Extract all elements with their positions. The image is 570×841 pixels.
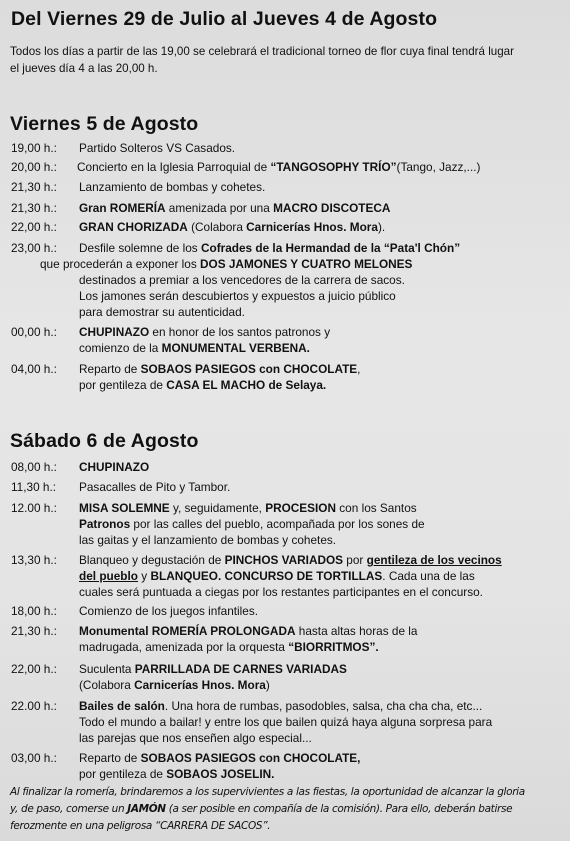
event-time: 23,00 h.: [11, 241, 57, 255]
text-part: que procederán a exponer los [40, 257, 201, 271]
event-time: 00,00 h.: [11, 325, 57, 339]
text-part: , [357, 362, 361, 376]
saturday-event-8-line-3: las parejas que nos enseñen algo especial... [79, 731, 312, 745]
friday-event-6-line-5: para demostrar su autenticidad. [79, 305, 245, 319]
saturday-event-4-line-2 [79, 568, 475, 585]
event-text-line-1 [79, 500, 417, 517]
text-bold: BLANQUEO. CONCURSO DE TORTILLAS [150, 569, 383, 583]
event-time: 21,30 h.: [11, 201, 57, 215]
event-text: Pasacalles de Pito y Tambor. [79, 480, 231, 494]
text-bold-underlined: del pueblo [79, 569, 138, 583]
event-time: 08,00 h.: [11, 460, 57, 474]
event-text: Partido Solteros VS Casados. [79, 141, 236, 155]
event-text-line-1 [79, 552, 502, 569]
text-part: hasta altas horas de la [295, 624, 418, 638]
text-part: por [343, 553, 367, 567]
saturday-event-7-line-2 [79, 677, 270, 694]
text-part: comienzo de la [79, 341, 162, 355]
text-bold: MACRO DISCOTECA [273, 201, 391, 215]
text-bold: Bailes de salón [79, 699, 165, 713]
event-text-line-1 [79, 240, 460, 257]
text-part: ). [377, 220, 386, 234]
saturday-event-8-line-2: Todo el mundo a bailar! y entre los que bailen quizá haya alguna sorpresa para [79, 715, 493, 729]
text-part: en honor de los santos patronos y [149, 325, 331, 339]
event-text-line-1 [79, 324, 330, 341]
text-bold: Carnicerías Hnos. Mora [134, 678, 266, 692]
event-time: 21,30 h.: [11, 624, 57, 638]
event-time: 22,00 h.: [11, 220, 57, 234]
text-part: . Una hora de rumbas, pasodobles, salsa, cha cha cha, etc... [164, 699, 483, 713]
text-bold: CASA EL MACHO de Selaya. [166, 378, 327, 392]
friday-event-8-line-2 [79, 377, 326, 394]
text-bold: PARRILLADA DE CARNES VARIADAS [134, 662, 347, 676]
event-time: 03,00 h.: [11, 751, 57, 765]
event-time: 04,00 h.: [11, 362, 57, 376]
text-part: Desfile solemne de los [79, 241, 201, 255]
event-text: Lanzamiento de bombas y cohetes. [79, 180, 266, 194]
event-text-line-1 [79, 361, 360, 378]
event-time: 21,30 h.: [11, 180, 57, 194]
friday-event-6-line-4: Los jamones serán descubiertos y expuestos a juicio público [79, 289, 396, 303]
friday-event-6-line-2 [40, 256, 412, 273]
footer-line-2 [10, 801, 566, 818]
friday-event-6-line-3: destinados a premiar a los vencedores de la carrera de sacos. [79, 273, 405, 287]
text-part: con los Santos [336, 501, 417, 515]
footer-line-3: ferozmente en una peligrosa “CARRERA DE SACOS”. [10, 820, 271, 832]
friday-event-7-line-2 [79, 340, 310, 357]
text-bold: MONUMENTAL VERBENA. [161, 341, 310, 355]
text-bold: “BIORRITMOS”. [288, 640, 379, 654]
event-text [79, 200, 390, 217]
text-part: (a ser posible en compañía de la comisión). Para ello, deberán batirse [165, 803, 513, 815]
event-text-line-1 [79, 698, 482, 715]
event-time: 12.00 h.: [11, 501, 57, 515]
saturday-event-6-line-2 [79, 639, 379, 656]
text-bold: DOS JAMONES Y CUATRO MELONES [200, 257, 413, 271]
text-bold: Gran ROMERÍA [79, 201, 166, 215]
text-bold: JAMÓN [127, 803, 166, 815]
text-bold: MISA SOLEMNE [79, 501, 170, 515]
text-bold: Monumental ROMERÍA PROLONGADA [79, 624, 296, 638]
text-bold: SOBAOS PASIEGOS con CHOCOLATE [140, 362, 358, 376]
text-bold: CHUPINAZO [79, 325, 150, 339]
intro-line-1: Todos los días a partir de las 19,00 se celebrará el tradicional torneo de flor cuya final tendrá lugar [10, 45, 514, 58]
event-text [77, 159, 480, 176]
event-time: 22,00 h.: [11, 662, 57, 676]
text-bold: PINCHOS VARIADOS [224, 553, 344, 567]
text-bold: “Pata'l Chón” [383, 241, 461, 255]
text-part: (Tango, Jazz,...) [396, 160, 481, 174]
text-part: por gentileza de [79, 767, 167, 781]
saturday-event-4-line-3: cuales será puntuada a ciegas por los restantes participantes en el concurso. [79, 585, 483, 599]
text-bold: Cofrades de la Hermandad de la [200, 241, 384, 255]
text-part: por las calles del pueblo, acompañada por los sones de [130, 517, 425, 531]
event-text: Comienzo de los juegos infantiles. [79, 604, 259, 618]
saturday-event-3-line-3: las gaitas y el lanzamiento de bombas y cohetes. [79, 533, 337, 547]
text-part: (Colabora [187, 220, 247, 234]
text-bold: “TANGOSOPHY TRÍO” [270, 160, 397, 174]
event-time: 11,30 h.: [11, 480, 57, 494]
text-part: (Colabora [79, 678, 135, 692]
text-bold-underlined: gentileza de los vecinos [366, 553, 502, 567]
header-title: Del Viernes 29 de Julio al Jueves 4 de Agosto [11, 8, 438, 30]
text-part: amenizada por una [165, 201, 274, 215]
event-time: 19,00 h.: [11, 141, 57, 155]
text-part: y [138, 569, 151, 583]
text-part: Concierto en la Iglesia Parroquial de [77, 160, 271, 174]
event-time: 18,00 h.: [11, 604, 57, 618]
text-part: por gentileza de [79, 378, 167, 392]
text-bold: Patronos [79, 517, 131, 531]
header-intro [10, 43, 560, 77]
saturday-event-9-line-2 [79, 766, 274, 783]
footer-line-1: Al finalizar la romería, brindaremos a los supervivientes a las fiestas, la oportunidad de alcanzar la gloria [10, 786, 525, 798]
text-bold: PROCESION [265, 501, 336, 515]
intro-line-2: el jueves día 4 a las 20,00 h. [10, 62, 158, 75]
text-bold: GRAN CHORIZADA [79, 220, 188, 234]
text-part: y, de paso, comerse un [10, 803, 128, 815]
event-text-line-1 [79, 623, 417, 640]
saturday-event-3-line-2 [79, 516, 425, 533]
event-text [79, 219, 385, 236]
text-bold: SOBAOS PASIEGOS con CHOCOLATE, [140, 751, 361, 765]
saturday-title: Sábado 6 de Agosto [10, 430, 199, 452]
text-bold: Carnicerías Hnos. Mora [246, 220, 378, 234]
text-bold: SOBAOS JOSELIN. [166, 767, 275, 781]
text-part: . Cada una de las [382, 569, 475, 583]
text-part: madrugada, amenizada por la orquesta [79, 640, 289, 654]
event-text-line-1 [79, 750, 360, 767]
text-part: ) [265, 678, 270, 692]
text-part: Suculenta [79, 662, 135, 676]
event-time: 22.00 h.: [11, 699, 57, 713]
event-time: 13,30 h.: [11, 553, 57, 567]
footer-note [10, 784, 566, 835]
event-text: CHUPINAZO [79, 460, 150, 474]
text-part: Reparto de [79, 751, 141, 765]
friday-title: Viernes 5 de Agosto [10, 113, 199, 135]
text-part: y, seguidamente, [169, 501, 266, 515]
event-text-line-1 [79, 661, 347, 678]
event-time: 20,00 h.: [11, 160, 57, 174]
text-part: Reparto de [79, 362, 141, 376]
text-part: Blanqueo y degustación de [79, 553, 225, 567]
